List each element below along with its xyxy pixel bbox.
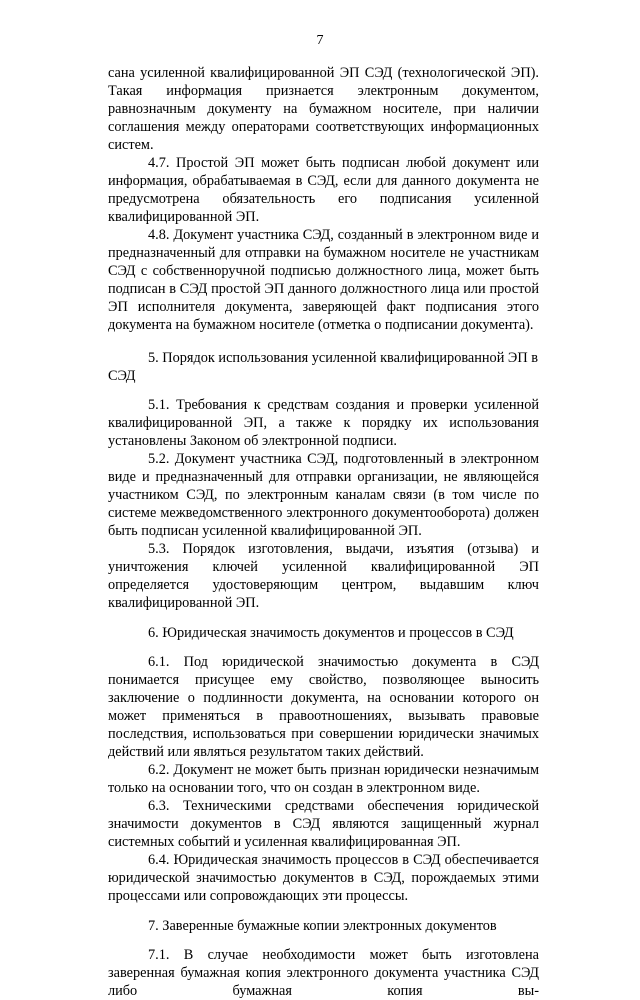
page-number: 7: [316, 33, 324, 48]
document-body: [108, 64, 539, 1000]
paragraph-5-2: 5.2. Документ участника СЭД, подготовленный в электронном виде и предназначенный для отправки организации, не являющейся участником СЭД, по электронным каналам связи (в том числе по системе межведомственного электронного документооборота) должен быть подписан усиленной квалифицированной ЭП.: [108, 451, 539, 539]
section-heading-5: 5. Порядок использования усиленной квалифицированной ЭП в СЭД: [108, 350, 539, 384]
paragraph-5-3: 5.3. Порядок изготовления, выдачи, изъятия (отзыва) и уничтожения ключей усиленной квалифицированной ЭП определяется удостоверяющим центром, выдавшим ключ квалифицированной ЭП.: [108, 541, 539, 611]
paragraph-4-7: 4.7. Простой ЭП может быть подписан любой документ или информация, обрабатываемая в СЭД, если для данного документа не предусмотрена обязательность его подписания усиленной квалифицированной ЭП.: [108, 155, 539, 225]
section-heading-6: 6. Юридическая значимость документов и процессов в СЭД: [148, 625, 514, 641]
paragraph-7-1: 7.1. В случае необходимости может быть изготовлена заверенная бумажная копия электронного документа участника СЭД либо бумажная копия вы-: [108, 947, 539, 999]
paragraph-6-3: 6.3. Техническими средствами обеспечения юридической значимости документов в СЭД являются защищенный журнал системных событий и усиленная квалифицированная ЭП.: [108, 798, 539, 850]
paragraph-6-1: 6.1. Под юридической значимостью документа в СЭД понимается присущее ему свойство, позволяющее выносить заключение о подлинности документа, на основании которого он может применяться в правоотношениях, вызывать правовые последствия, использоваться при совершении юридически значимых действий или являться результатом таких действий.: [108, 654, 539, 760]
section-heading-7: 7. Заверенные бумажные копии электронных документов: [148, 918, 497, 934]
paragraph-continued: сана усиленной квалифицированной ЭП СЭД (технологической ЭП). Такая информация признается электронным документом, равнозначным документу на бумажном носителе, при наличии соглашения между операторами соответствующих информационных систем.: [108, 65, 539, 153]
paragraph-4-8: 4.8. Документ участника СЭД, созданный в электронном виде и предназначенный для отправки на бумажном носителе не участникам СЭД с собственноручной подписью должностного лица, может быть подписан в СЭД простой ЭП данного должностного лица или простой ЭП исполнителя документа, заверяющей факт подписания этого документа на бумажном носителе (отметка о подписании документа).: [108, 227, 539, 333]
paragraph-6-2: 6.2. Документ не может быть признан юридически незначимым только на основании того, что он создан в электронном виде.: [108, 762, 539, 796]
paragraph-6-4: 6.4. Юридическая значимость процессов в СЭД обеспечивается юридической значимостью документов в СЭД, порождаемых этими процессами или сопровождающих эти процессы.: [108, 852, 539, 904]
paragraph-5-1: 5.1. Требования к средствам создания и проверки усиленной квалифицированной ЭП, а также к порядку их использования установлены Законом об электронной подписи.: [108, 397, 539, 449]
